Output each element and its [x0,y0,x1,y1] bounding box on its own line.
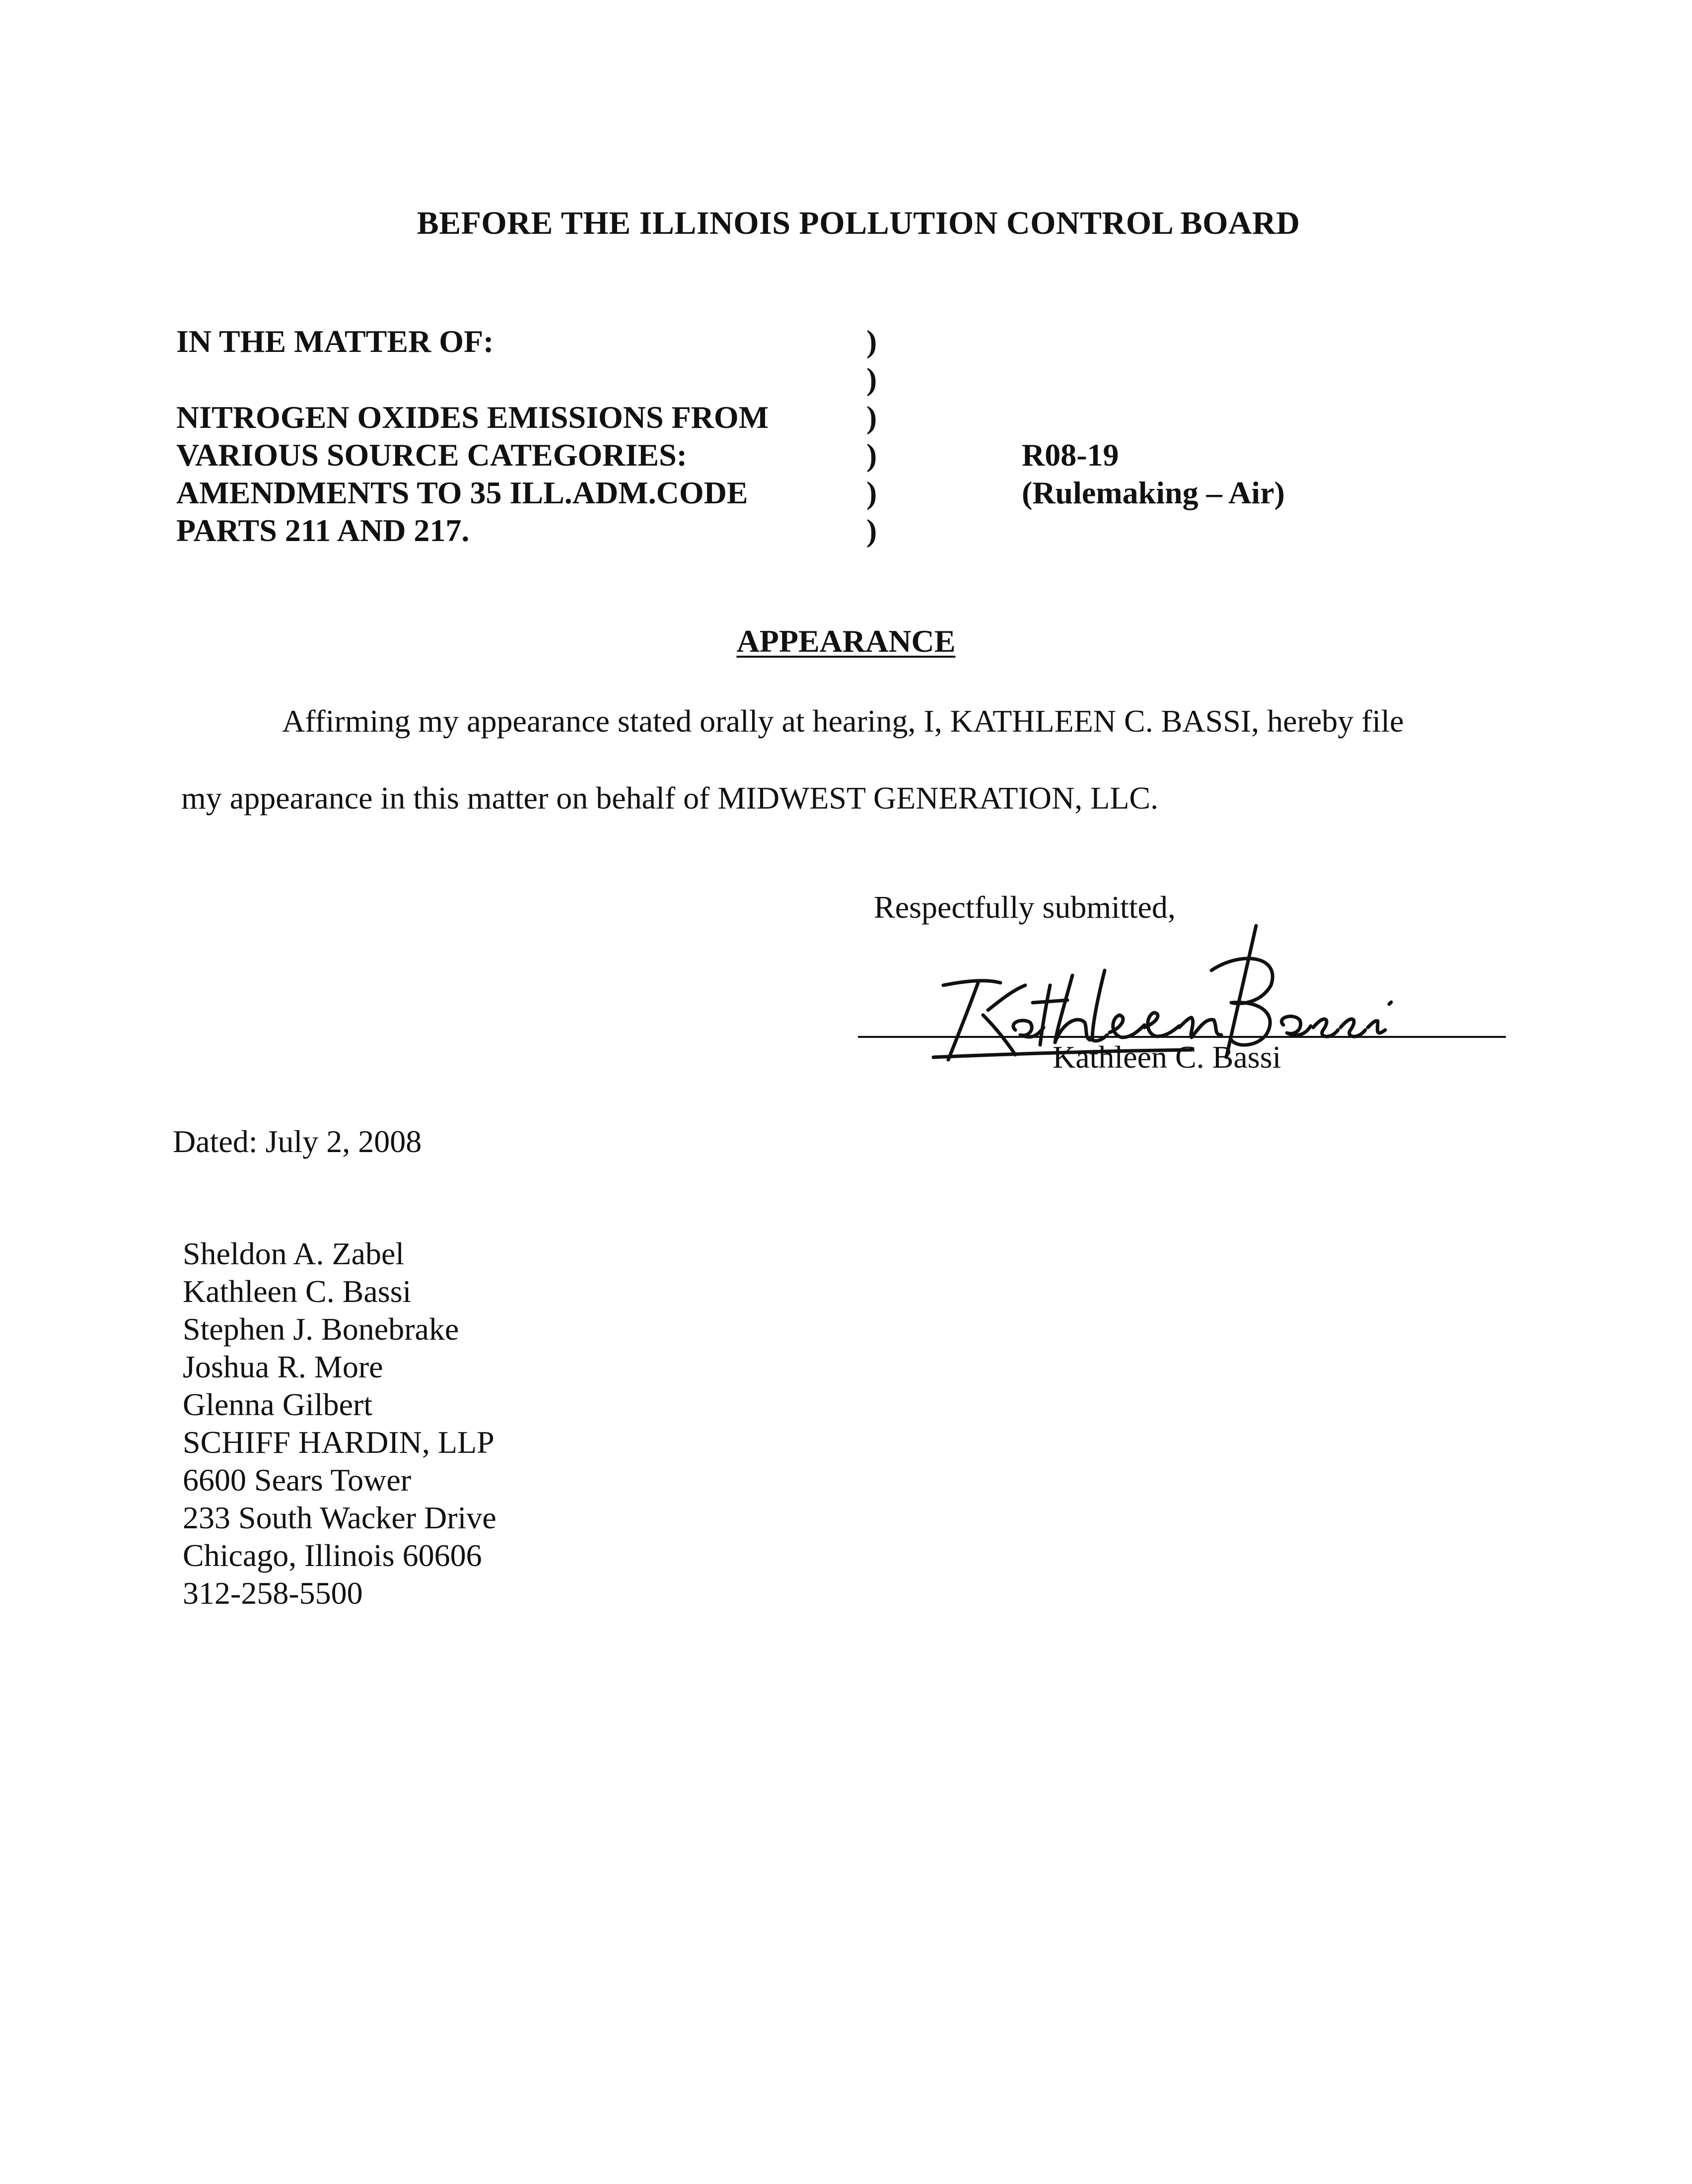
caption-paren: ) [866,475,877,510]
signed-name: Kathleen C. Bassi [1053,1039,1281,1075]
caption-subject-line-1: NITROGEN OXIDES EMISSIONS FROM [176,400,769,435]
signature-line [858,1036,1506,1038]
caption-paren: ) [866,361,877,397]
caption-paren: ) [866,324,877,359]
caption-paren: ) [866,513,877,548]
counsel-line: Glenna Gilbert [183,1387,373,1422]
counsel-line: Stephen J. Bonebrake [183,1311,459,1347]
caption-subject-line-2: VARIOUS SOURCE CATEGORIES: [176,437,687,473]
counsel-line: Kathleen C. Bassi [183,1274,412,1309]
phone-number: 312-258-5500 [183,1575,363,1611]
closing-text: Respectfully submitted, [874,889,1176,925]
address-line: 233 South Wacker Drive [183,1500,496,1535]
matter-label: IN THE MATTER OF: [176,324,494,359]
docket-type: (Rulemaking – Air) [1022,475,1285,510]
counsel-line: Sheldon A. Zabel [183,1236,405,1271]
board-heading: BEFORE THE ILLINOIS POLLUTION CONTROL BOARD [417,205,1300,241]
caption-paren: ) [866,400,877,435]
address-line: 6600 Sears Tower [183,1462,412,1498]
caption-paren: ) [866,437,877,473]
appearance-paragraph-line-2: my appearance in this matter on behalf of MIDWEST GENERATION, LLC. [181,780,1159,816]
appearance-paragraph-line-1: Affirming my appearance stated orally at hearing, I, KATHLEEN C. BASSI, hereby file [282,703,1404,739]
firm-name: SCHIFF HARDIN, LLP [183,1425,494,1460]
dated-line: Dated: July 2, 2008 [173,1124,422,1159]
caption-subject-line-4: PARTS 211 AND 217. [176,513,470,548]
caption-subject-line-3: AMENDMENTS TO 35 ILL.ADM.CODE [176,475,748,510]
appearance-title: APPEARANCE [736,623,956,659]
address-line: Chicago, Illinois 60606 [183,1538,482,1573]
docket-number: R08-19 [1022,437,1119,473]
counsel-line: Joshua R. More [183,1349,383,1384]
